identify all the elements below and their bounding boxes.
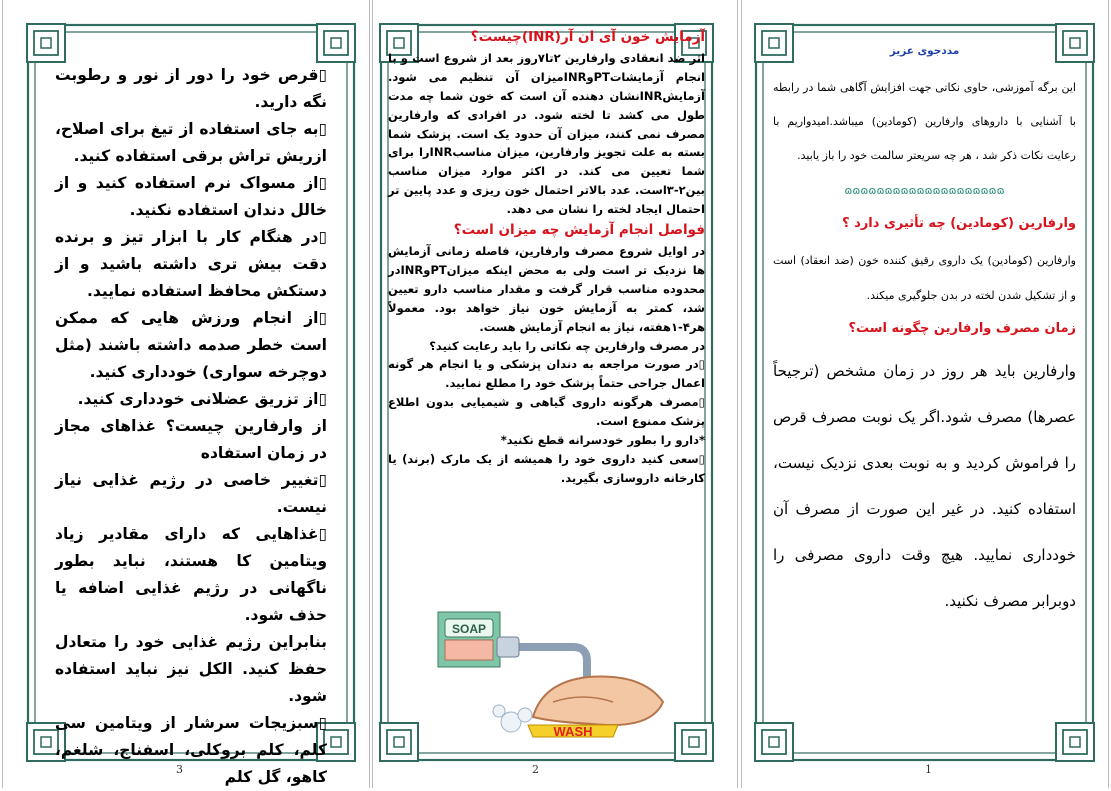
tip-item: ▯به جای استفاده از تیغ برای اصلاح، ازریش تراش برقی استفاده کنید. [55,120,327,165]
ornamental-divider: ɷɷɷɷɷɷɷɷɷɷɷɷɷɷɷɷɷɷɷɷ [844,184,1005,197]
tip-item: ▯از مسواک نرم استفاده کنید و از خالل دندان استفاده نکنید. [55,174,327,219]
panel-2 [378,22,715,763]
timing-paragraph: وارفارین باید هر روز در زمان مشخص (ترجیحاً عصرها) مصرف شود.اگر یک نوبت مصرف قرص را فراموش کردید و به نوبت بعدی نزدیک نیست، استفاده کنید. در غیر این صورت از مصرف آن خودداری نمایید. هیچ وقت داروی مصرفی را دوبرابر مصرف نکنید. [773,362,1076,610]
tip-item: ▯سعی کنید داروی خود را همیشه از یک مارک (برند) یا کارخانه داروسازی بگیرید. [388,451,705,485]
wash-label: WASH [553,724,593,739]
effect-paragraph: وارفارین (کومادین) یک داروی رقیق کننده خون (ضد انعقاد) است و از تشکیل شدن لخته در بدن جلوگیری میکند. [773,254,1076,302]
intro-paragraph: این برگه آموزشی، حاوی نکاتی جهت افزایش آگاهی شما در رابطه با آشنایی با داروهای وارفارین (کومادین) میباشد.امیدواریم با رعایت نکات ذکر شد ، هر چه سریعتر سالمت خود را باز یابید. [773,81,1076,162]
panel-3 [25,22,357,786]
panel-1 [753,22,1096,763]
interval-heading: فواصل انجام آزمایش چه میزان است؟ [453,222,705,239]
tip-item: ▯غذاهایی که دارای مقادیر زیاد ویتامین کا هستند، نباید بطور ناگهانی در رژیم غذایی اضافه یا حذف شود. [55,525,327,624]
tip-item: از وارفارین چیست؟ غذاهای مجاز در زمان استفاده [55,417,327,462]
tip-item: *دارو را بطور خودسرانه قطع نکنید* [500,433,705,448]
inr-paragraph: اثر ضد انعقادی وارفارین ۲تا۷روز بعد از شروع است و با انجام آزمایشاتPTوINRمیزان آن تنظیم می شود. آزمایشINRنشان دهنده آن است که خون شما چه مدت طول می کشد تا لخته شود. در افرادی که وارفارین مصرف نمی کنند، میزان آن حدود یک است. پزشک شما بسته به علت تجویز وارفارین، میزان مناسبINRرا برای شما تعیین می کند. در اکثر موارد میزان مناسب بین۲-۳است. عدد بالاتر احتمال خون ریزی و عدد پایین تر احتمال ایجاد لخته را نشان می دهد. [388,50,705,217]
page-number-2: 2 [532,763,539,776]
hand-washing-illustration [433,607,678,742]
tip-item: ▯در صورت مراجعه به دندان پزشکی و یا انجام هر گونه اعمال جراحی حتماً پزشک خود را مطلع نمایید. [388,357,705,391]
page-number-1: 1 [925,763,932,776]
inr-heading: آزمایش خون آی ان آر(INR)چیست؟ [470,29,705,45]
panel-2-content [388,28,705,488]
panel-3-content [55,62,327,791]
tip-item: ▯در هنگام کار با ابزار تیز و برنده دقت بیش تری داشته باشید و از دستکش محافظ استفاده نمایید. [55,228,327,300]
tip-item: ▯تغییر خاصی در رژیم غذایی نیاز نیست. [55,471,327,516]
tip-item: ▯قرص خود را دور از نور و رطوبت نگه دارید. [55,66,327,111]
tip-item: ▯از تزریق عضلانی خودداری کنید. [77,390,327,408]
interval-paragraph: در اوایل شروع مصرف وارفارین، فاصله زمانی آزمایش ها نزدیک تر است ولی به محض اینکه میزانPTوINRدر محدوده مناسب قرار گرفت و مقدار مناسب دارو تعیین شد، کمتر به آزمایش خون نیاز خواهد بود. معمولاً هر۴-۱هفته، نیاز به انجام آزمایش هست. [388,243,705,334]
effect-heading: وارفارین (کومادین) چه تأثیری دارد ؟ [842,216,1076,231]
soap-label: SOAP [451,622,487,636]
timing-heading: زمان مصرف وارفارین چگونه است؟ [848,321,1076,336]
panel-1-content [773,42,1076,624]
tips-intro: در مصرف وارفارین چه نکاتی را باید رعایت کنید؟ [429,338,705,353]
tip-item: ▯از انجام ورزش هایی که ممکن است خطر صدمه داشته باشند (مثل دوچرخه سواری) خودداری کنید. [55,309,327,381]
tip-item: ▯مصرف هرگونه داروی گیاهی و شیمیایی بدون اطلاع پزشک ممنوع است. [388,395,705,429]
page-number-3: 3 [176,763,183,776]
greeting: مددجوی عزیز [889,45,960,57]
tip-item: بنابراین رژیم غذایی خود را متعادل حفظ کنید. الکل نیز نباید استفاده شود. [55,633,327,705]
tip-item: ▯سبزیجات سرشار از ویتامین سی کلم، کلم بروکلی، اسفناج، شلغم، کاهو، گل کلم [55,714,327,786]
